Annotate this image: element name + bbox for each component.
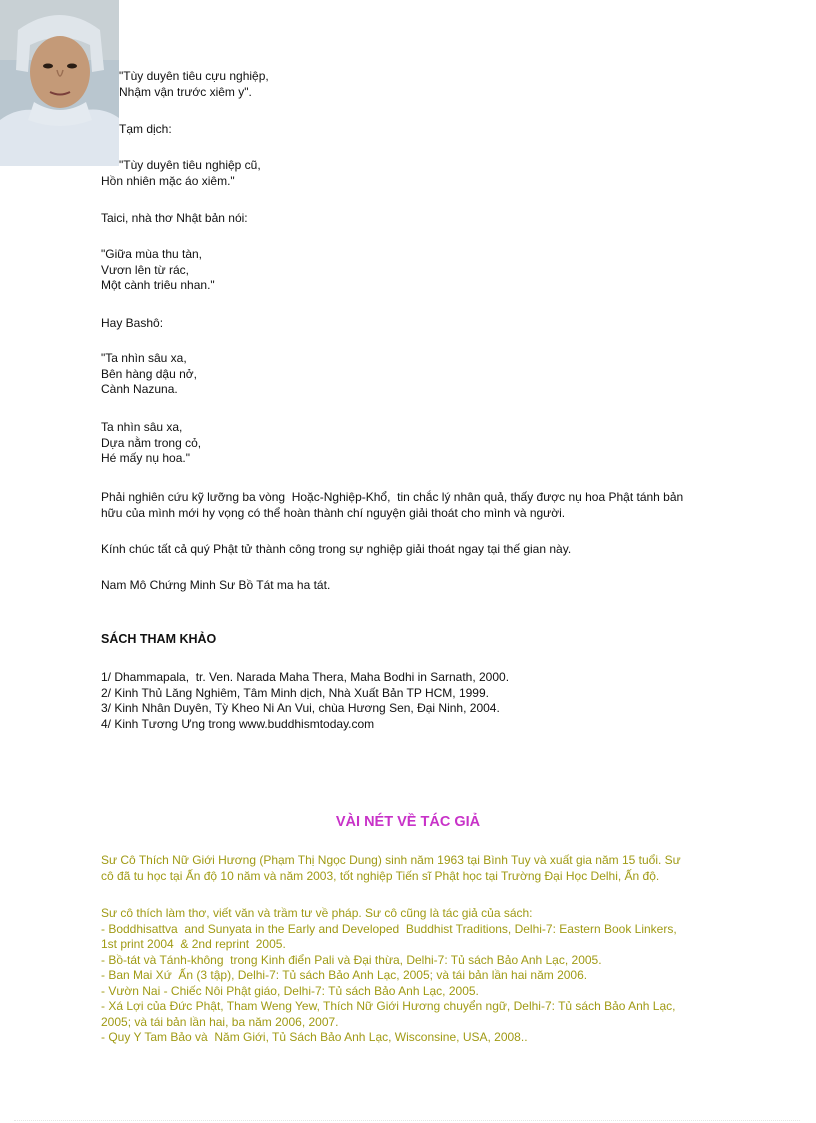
book-item: 1st print 2004 & 2nd reprint 2005.	[101, 937, 286, 951]
book-item: - Xá Lợi của Đức Phật, Tham Weng Yew, Thích Nữ Giới Hương chuyển ngữ, Delhi-7: Tủ sách Bảo Anh Lạc,	[101, 999, 676, 1013]
poem4-line: Ta nhìn sâu xa,	[101, 420, 183, 434]
book-item: - Quy Y Tam Bảo và Năm Giới, Tủ Sách Bảo Anh Lạc, Wisconsine, USA, 2008..	[101, 1030, 528, 1044]
books-intro: Sư cô thích làm thơ, viết văn và trầm tư về pháp. Sư cô cũng là tác giả của sách:	[101, 906, 533, 920]
poem1-line: "Tùy duyên tiêu cựu nghiệp,	[119, 69, 269, 83]
book-item: - Boddhisattva and Sunyata in the Early and Developed Buddhist Traditions, Delhi-7: Eastern Book Linkers,	[101, 921, 677, 936]
poem4-line: Dựa nằm trong cỏ,	[101, 435, 202, 450]
translation-line: Hồn nhiên mặc áo xiêm."	[101, 173, 235, 188]
book-item: - Bồ-tát và Tánh-không trong Kinh điển Pali và Đại thừa, Delhi-7: Tủ sách Bảo Anh Lạc, 2005.	[101, 952, 602, 967]
poem2-line: "Giữa mùa thu tàn,	[101, 247, 203, 261]
reference-item: 2/ Kinh Thủ Lăng Nghiêm, Tâm Minh dịch, Nhà Xuất Bản TP HCM, 1999.	[101, 685, 489, 700]
basho-intro: Hay Bashô:	[101, 316, 164, 330]
author-bio-line: cô đã tu học tại Ấn độ 10 năm và năm 2003, tốt nghiệp Tiến sĩ Phật học tại Trường Đại Học Delhi, Ấn độ.	[101, 868, 660, 883]
poem2-line: Một cành triêu nhan."	[101, 278, 215, 292]
author-bio-line: Sư Cô Thích Nữ Giới Hương (Phạm Thị Ngọc Dung) sinh năm 1963 tại Bình Tuy và xuất gia năm 15 tuổi. Sư	[101, 853, 681, 867]
closing-line: Nam Mô Chứng Minh Sư Bồ Tát ma ha tát.	[101, 578, 331, 592]
poem3-line: Cành Nazuna.	[101, 382, 178, 396]
author-heading: VÀI NÉT VỀ TÁC GIẢ	[335, 814, 481, 830]
book-item: 2005; và tái bản lần hai, ba năm 2006, 2007.	[101, 1014, 339, 1029]
taici-intro: Taici, nhà thơ Nhật bản nói:	[101, 211, 248, 225]
tam-dich-label: Tạm dịch:	[119, 122, 172, 136]
book-item: - Ban Mai Xứ Ấn (3 tập), Delhi-7: Tủ sách Bảo Anh Lạc, 2005; và tái bản lần hai năm 2006.	[101, 968, 588, 982]
wish-paragraph: Kính chúc tất cả quý Phật tử thành công trong sự nghiệp giải thoát ngay tại thế gian này.	[101, 542, 572, 556]
poem4-line: Hé mấy nụ hoa."	[101, 451, 190, 465]
references-heading: SÁCH THAM KHẢO	[101, 632, 217, 646]
poem1-line: Nhậm vận trước xiêm y".	[119, 84, 252, 99]
paragraph-line: Phải nghiên cứu kỹ lưỡng ba vòng Hoặc-Nghiệp-Khổ, tin chắc lý nhân quả, thấy được nụ hoa Phật tánh bản	[101, 490, 684, 504]
translation-line: "Tùy duyên tiêu nghiệp cũ,	[119, 158, 261, 172]
page-divider	[14, 1120, 800, 1121]
book-item: - Vườn Nai - Chiếc Nôi Phật giáo, Delhi-7: Tủ sách Bảo Anh Lạc, 2005.	[101, 983, 479, 998]
poem3-line: Bên hàng dậu nở,	[101, 366, 197, 381]
reference-item: 1/ Dhammapala, tr. Ven. Narada Maha Thera, Maha Bodhi in Sarnath, 2000.	[101, 670, 510, 684]
poem2-line: Vươn lên từ rác,	[101, 262, 189, 277]
paragraph-line: hữu của mình mới hy vọng có thể hoàn thành chí nguyện giải thoát cho mình và người.	[101, 505, 566, 520]
reference-item: 4/ Kinh Tương Ưng trong www.buddhismtoday.com	[101, 716, 375, 731]
reference-item: 3/ Kinh Nhân Duyên, Tỳ Kheo Ni An Vui, chùa Hương Sen, Đại Ninh, 2004.	[101, 701, 500, 715]
poem3-line: "Ta nhìn sâu xa,	[101, 351, 187, 365]
